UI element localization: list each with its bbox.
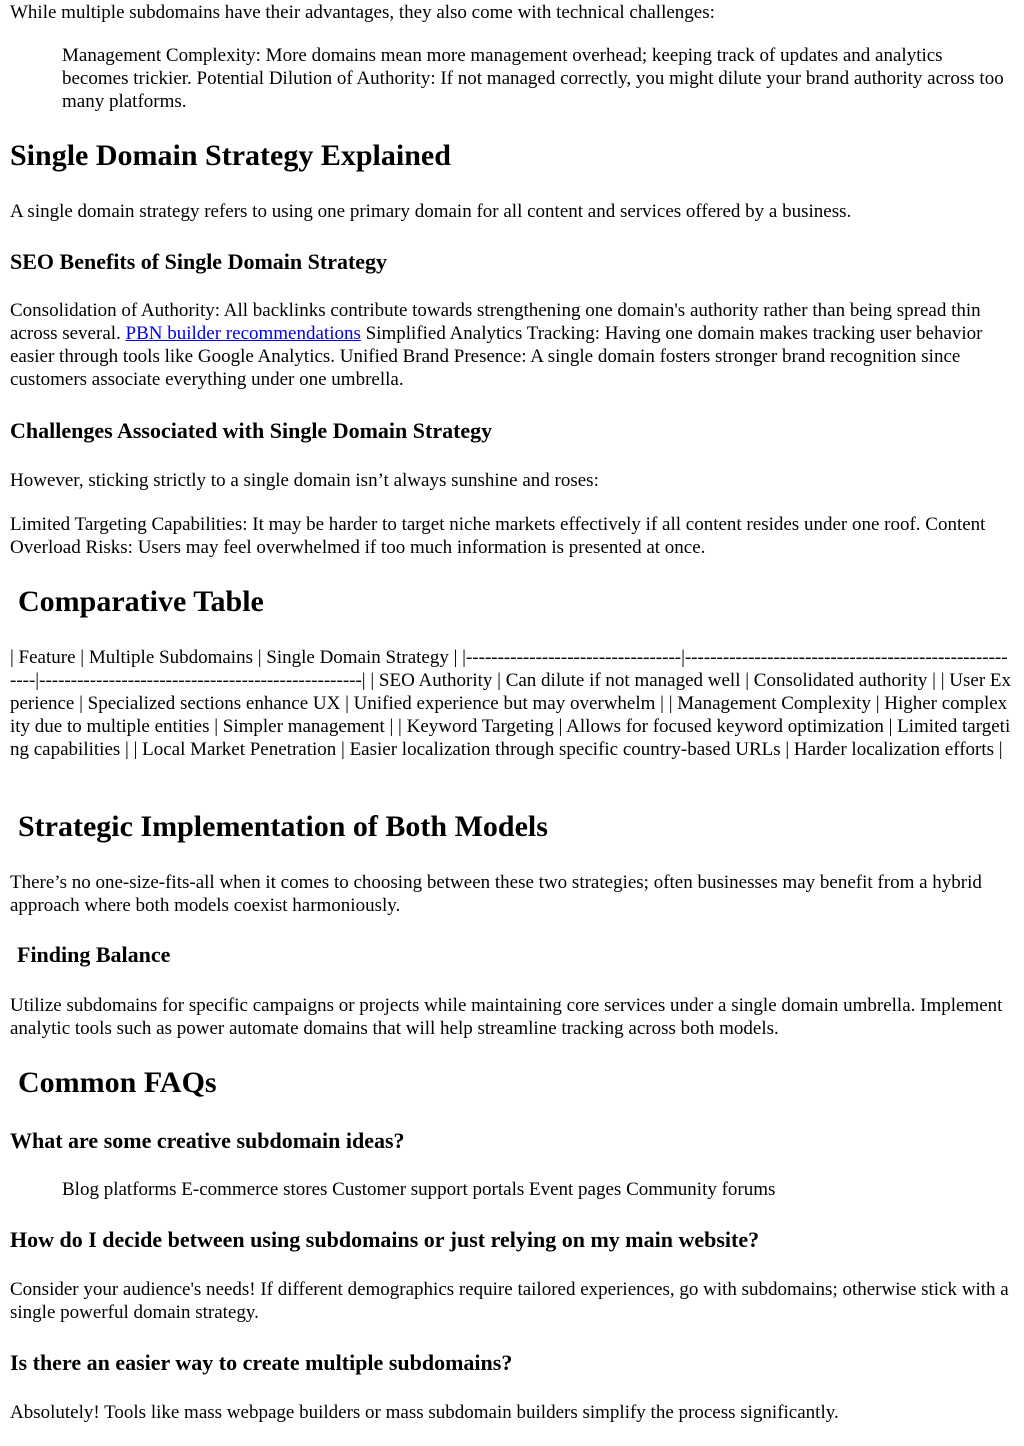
faq-answer-2: Consider your audience's needs! If different demographics require tailored experiences, go with subdomains; otherwise stick with a single powerful domain strategy. xyxy=(10,1279,1009,1323)
subdomain-challenges-list: Management Complexity: More domains mean more management overhead; keeping track of updates and analytics becomes trickier. Potential Dilution of Authority: If not managed correctly, you might dilute your brand authority across too many platforms. xyxy=(62,45,1004,112)
faq-question-2: How do I decide between using subdomains or just relying on my main website? xyxy=(10,1227,760,1252)
intro-paragraph: While multiple subdomains have their advantages, they also come with technical challenges: xyxy=(10,2,715,23)
faq-question-1: What are some creative subdomain ideas? xyxy=(10,1128,405,1153)
faq-question-3: Is there an easier way to create multiple subdomains? xyxy=(10,1350,513,1375)
single-domain-heading: Single Domain Strategy Explained xyxy=(10,139,451,172)
seo-benefits-paragraph xyxy=(10,299,1014,391)
faq-answer-3: Absolutely! Tools like mass webpage builders or mass subdomain builders simplify the process significantly. xyxy=(10,1402,839,1423)
faq-answer-1: Blog platforms E-commerce stores Customer support portals Event pages Community forums xyxy=(62,1179,776,1200)
single-domain-challenges-list: Limited Targeting Capabilities: It may be harder to target niche markets effectively if all content resides under one roof. Content Overload Risks: Users may feel overwhelmed if too much information is presented at once. xyxy=(10,514,986,558)
strategic-implementation-heading: Strategic Implementation of Both Models xyxy=(18,810,548,843)
seo-benefits-text-start: Consolidation of Authority: All backlinks contribute towards strengthening one domain's authority rather than being spread thin across several. xyxy=(10,300,981,344)
finding-balance-paragraph: Utilize subdomains for specific campaigns or projects while maintaining core services under a single domain umbrella. Implement analytic tools such as power automate domains that will help streamline tracking across both models. xyxy=(10,995,1003,1039)
seo-benefits-heading: SEO Benefits of Single Domain Strategy xyxy=(10,249,388,274)
comparative-table-text: | Feature | Multiple Subdomains | Single Domain Strategy | |----------------------------------|-------------------------------------------------------|---------------------------------------------------| | SEO Authority | Can dilute if not managed well | Consolidated authority | | User Experience | Specialized sections enhance UX | Unified experience but may overwhelm | | Management Complexity | Higher complexity due to multiple entities | Simpler management | | Keyword Targeting | Allows for focused keyword optimization | Limited targeting capabilities | | Local Market Penetration | Easier localization through specific country-based URLs | Harder localization efforts | xyxy=(10,647,1011,760)
single-domain-challenges-heading: Challenges Associated with Single Domain Strategy xyxy=(10,418,493,443)
single-domain-challenges-intro: However, sticking strictly to a single domain isn’t always sunshine and roses: xyxy=(10,470,599,491)
seo-benefits-text-end: Simplified Analytics Tracking: Having one domain makes tracking user behavior easier through tools like Google Analytics. Unified Brand Presence: A single domain fosters stronger brand recognition since customers associate everything under one umbrella. xyxy=(10,323,983,390)
comparative-table-heading: Comparative Table xyxy=(18,585,264,618)
pbn-builder-link[interactable]: PBN builder recommendations xyxy=(125,323,361,344)
single-domain-definition: A single domain strategy refers to using one primary domain for all content and services offered by a business. xyxy=(10,201,852,222)
common-faqs-heading: Common FAQs xyxy=(18,1066,217,1099)
finding-balance-heading: Finding Balance xyxy=(17,942,171,967)
strategic-implementation-paragraph: There’s no one-size-fits-all when it comes to choosing between these two strategies; often businesses may benefit from a hybrid approach where both models coexist harmoniously. xyxy=(10,872,982,916)
